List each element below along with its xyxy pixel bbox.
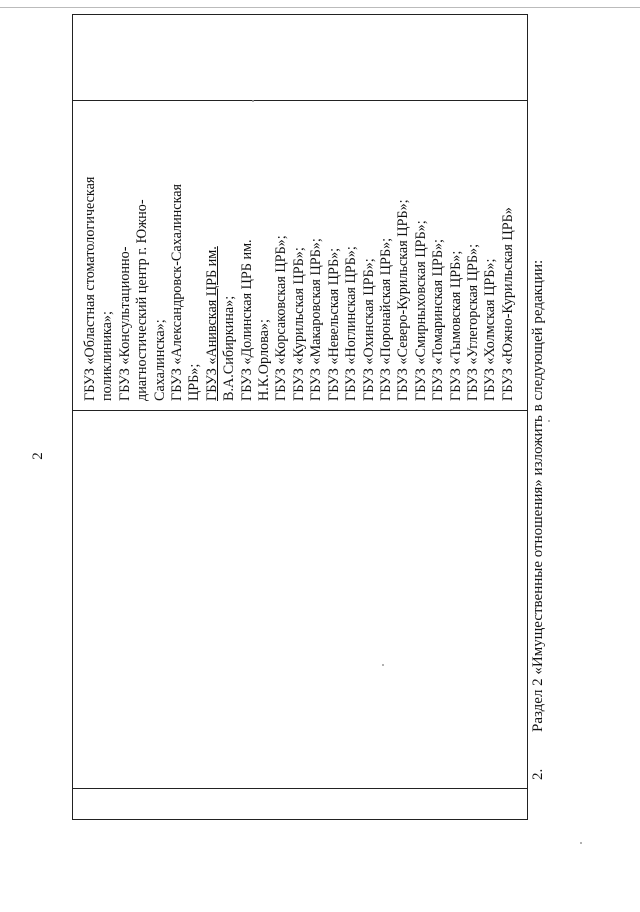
list-line: Н.К.Орлова»; [256,319,273,401]
item-text: Раздел 2 «Имущественные отношения» изложить в следующей редакции: [530,259,546,732]
list-line: ГБУЗ «Поронайская ЦРБ»; [377,237,394,401]
table-column-divider-2 [73,410,527,411]
scan-speck [382,664,384,666]
list-line: ЦРБ»; [186,363,203,401]
list-line: ГБУЗ «Северо-Курильская ЦРБ»; [395,199,412,401]
page-number: 2 [30,452,46,460]
list-line: ГБУЗ «Томаринская ЦРБ»; [430,239,447,401]
section-amendment-line [530,260,547,780]
list-line: ГБУЗ «Консультационно- [116,246,133,401]
scan-speck [252,100,254,102]
list-line: ГБУЗ «Анивская ЦРБ им. [203,246,220,401]
list-line: ГБУЗ «Невельская ЦРБ»; [325,247,342,401]
list-line: диагностический центр г. Южно- [134,199,151,401]
list-line: ГБУЗ «Охинская ЦРБ»; [360,258,377,401]
list-line: ГБУЗ «Тымовская ЦРБ»; [447,250,464,401]
list-line: ГБУЗ «Областная стоматологическая [82,176,98,401]
list-line: Сахалинска»; [151,319,168,401]
list-line: ГБУЗ «Углегорская ЦРБ»; [464,243,481,401]
list-line: ГБУЗ «Смирныховская ЦРБ»; [412,220,429,401]
list-line: ГБУЗ «Корсаковская ЦРБ»; [273,235,290,401]
list-line: ГБУЗ «Холмская ЦРБ»; [482,258,499,401]
list-line: ГБУЗ «Курильская ЦРБ»; [290,247,307,401]
list-line: ГБУЗ «Макаровская ЦРБ»; [308,238,325,401]
list-line: ГБУЗ «Долинская ЦРБ им. [238,239,255,401]
list-line: ГБУЗ «Ноглинская ЦРБ»; [343,246,360,401]
list-line: ГБУЗ «Александровск-Сахалинская [169,183,186,401]
page-edge-rule [0,7,640,8]
list-line: поликлиника»; [99,311,116,401]
document-table [72,14,528,820]
scan-speck [580,842,582,844]
scan-speck [548,420,550,422]
table-column-divider-1 [73,788,527,789]
list-line: ГБУЗ «Южно-Курильская ЦРБ» [499,207,516,401]
institution-list [82,13,517,401]
list-line: В.А.Сибиркина»; [221,295,238,401]
item-number: 2. [530,768,546,780]
